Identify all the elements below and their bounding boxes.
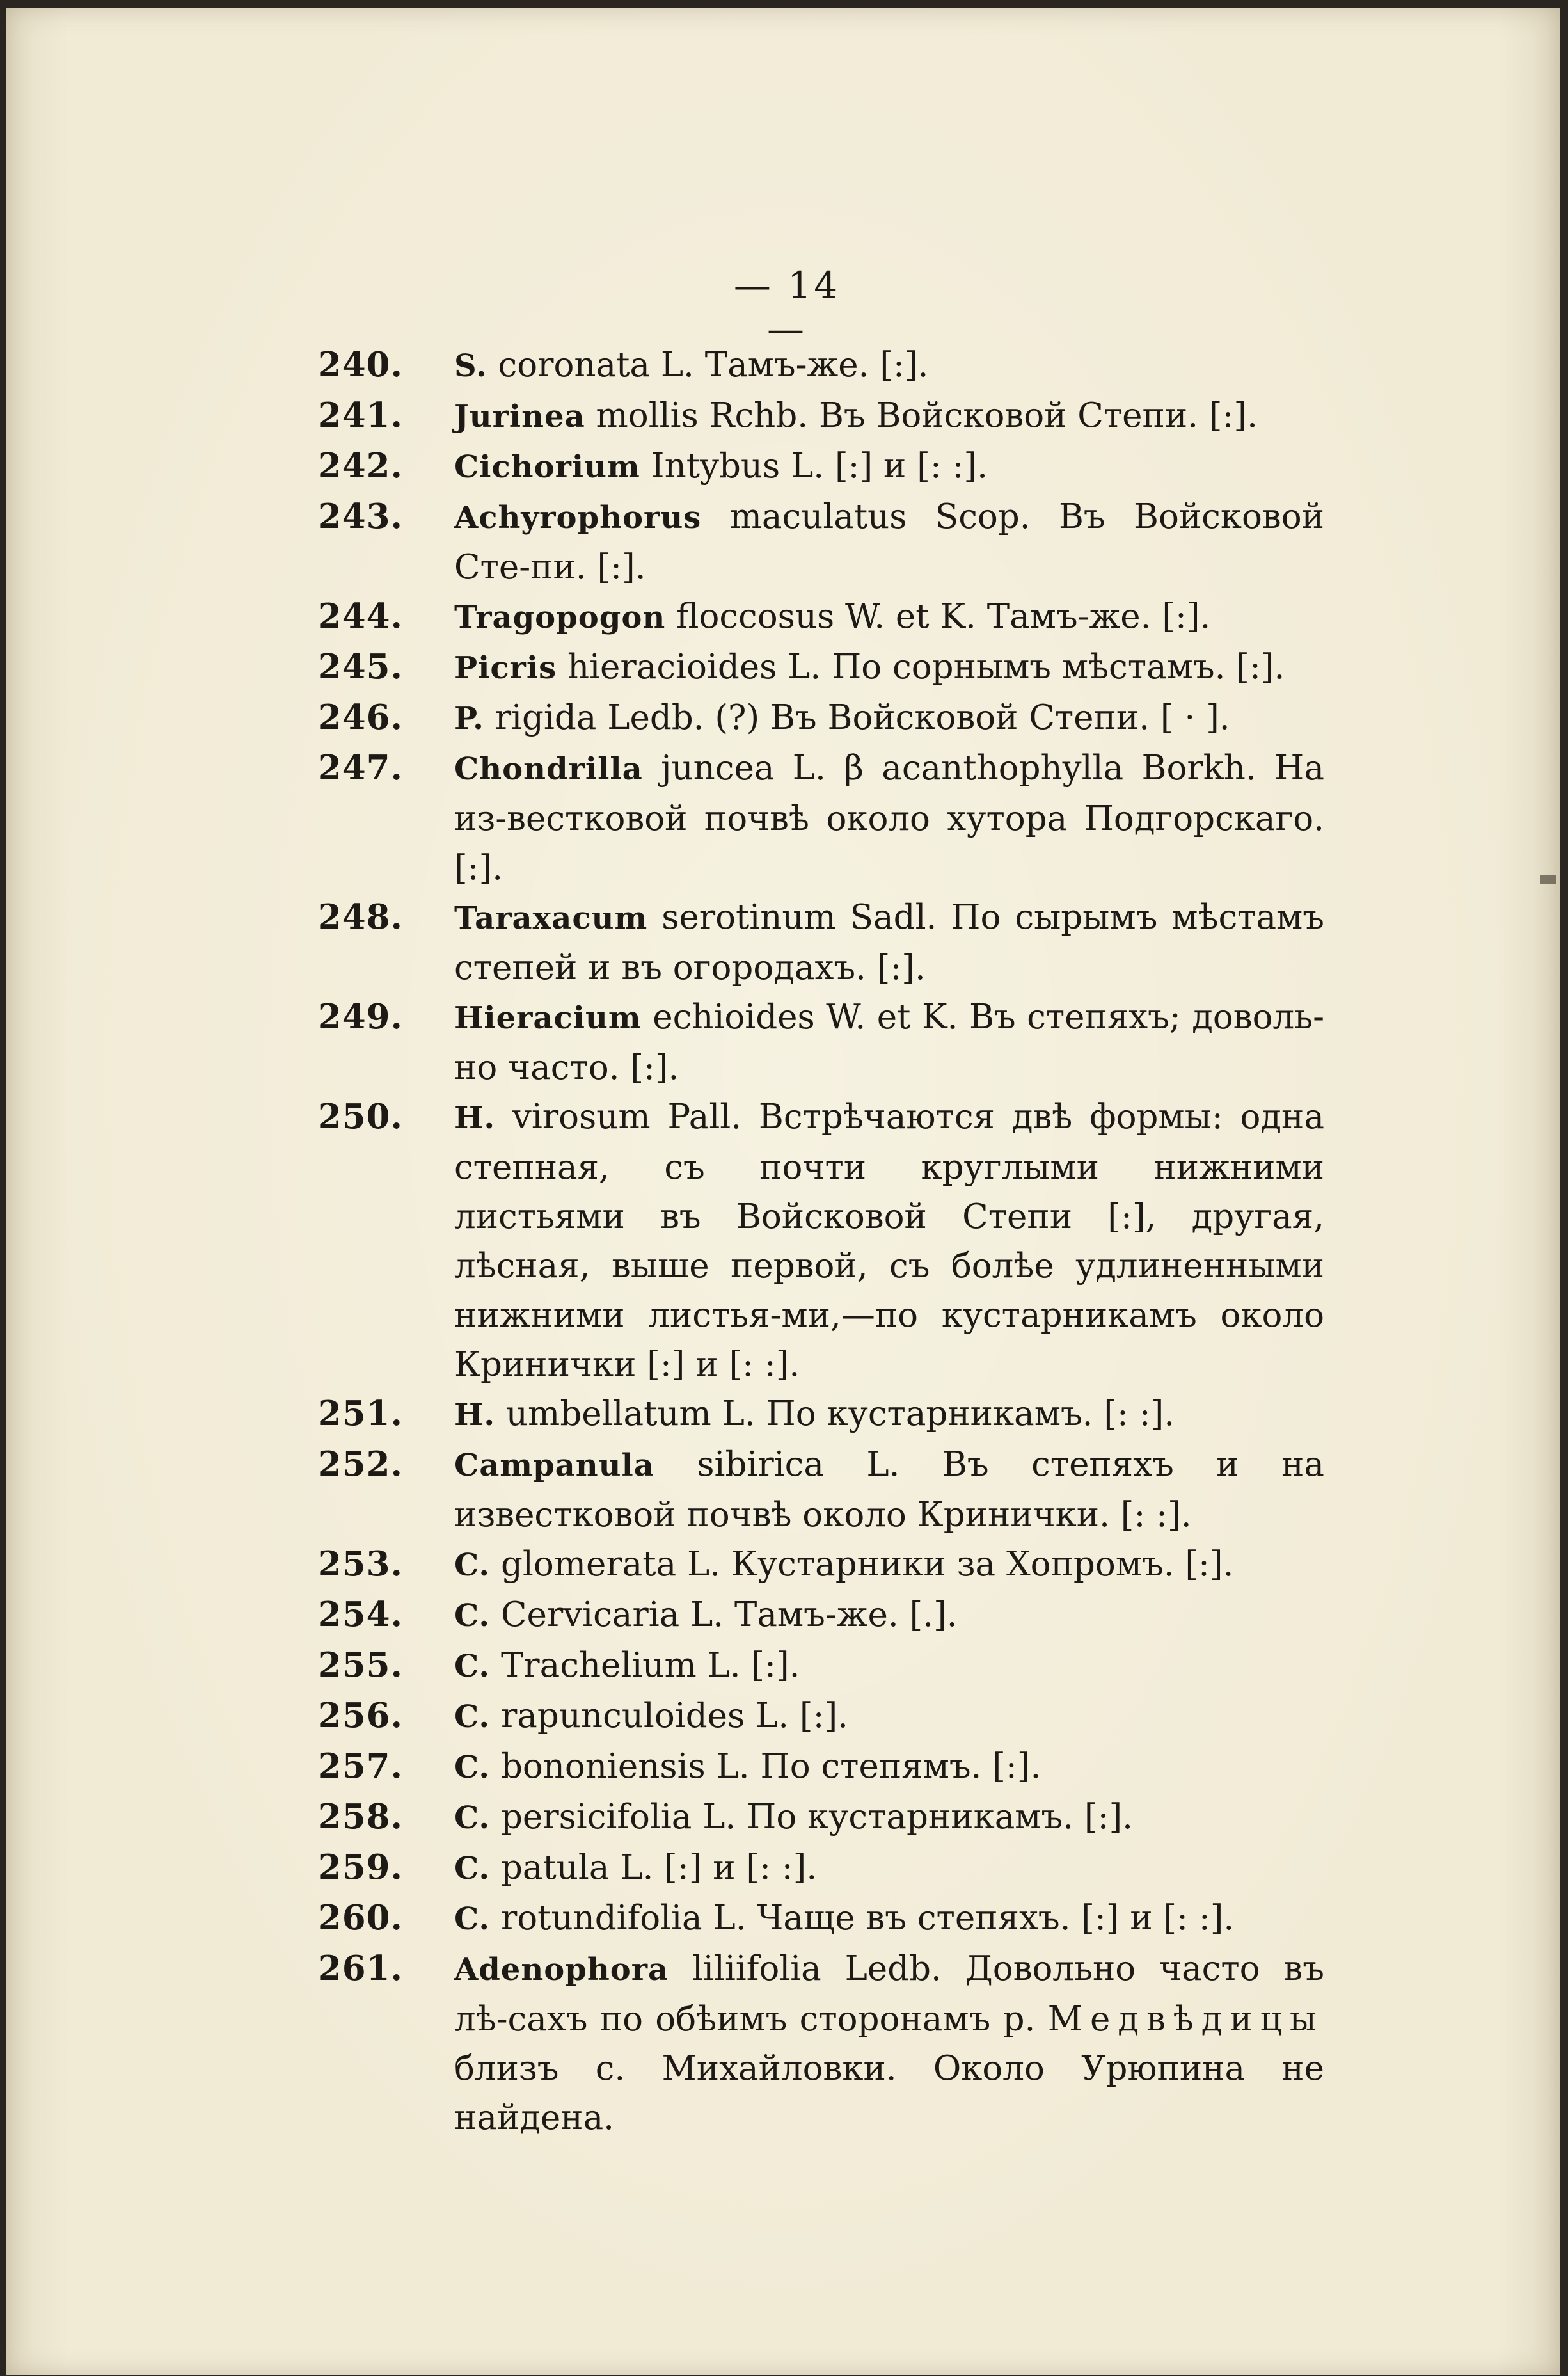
entry-genus: C. (454, 1598, 491, 1634)
entry-genus: Hieracium (454, 1000, 642, 1036)
entry-text: mollis Rchb. Въ Войсковой Степи. [:]. (596, 396, 1258, 435)
list-item (307, 391, 1324, 442)
list-item (307, 492, 1324, 592)
list-item (307, 693, 1324, 744)
entry-text: echioides W. et K. Въ степяхъ; доволь-но часто. [:]. (454, 998, 1324, 1087)
list-item (307, 340, 1324, 391)
entry-genus: H. (454, 1100, 496, 1136)
list-item (307, 1641, 1324, 1691)
entry-number: 255. (317, 1645, 403, 1685)
list-item (307, 642, 1324, 693)
entry-text: juncea L. β acanthophylla Borkh. На из-вестковой почвѣ около хутора Подгорскаго. [:]. (454, 749, 1324, 888)
entry-number: 240. (317, 345, 403, 385)
entry-content (454, 1742, 1324, 1792)
entry-content (454, 693, 1324, 744)
entry-genus: C. (454, 1750, 491, 1785)
entry-content (454, 1691, 1324, 1742)
entry-spaced-text: Медвѣдицы (1047, 2000, 1324, 2039)
entry-text: glomerata L. Кустарники за Хопромъ. [:]. (500, 1545, 1234, 1584)
entry-text: patula L. [:] и [: :]. (500, 1848, 818, 1887)
entry-text: rotundifolia L. Чаще въ степяхъ. [:] и [: :]. (500, 1899, 1235, 1938)
entry-text: hieracioides L. По сорнымъ мѣстамъ. [:]. (567, 648, 1285, 687)
entry-number: 253. (317, 1544, 403, 1584)
entry-genus: Jurinea (454, 399, 585, 435)
entry-genus: Taraxacum (454, 900, 648, 936)
entry-genus: H. (454, 1397, 496, 1433)
entry-number: 246. (317, 698, 403, 737)
list-item (307, 1742, 1324, 1792)
entry-text: Trachelium L. [:]. (500, 1646, 800, 1685)
list-item (307, 1590, 1324, 1641)
entry-content (454, 1590, 1324, 1641)
entry-text: floccosus W. et K. Тамъ-же. [:]. (676, 597, 1211, 636)
entry-list (307, 340, 1324, 2142)
entry-text: persicifolia L. По кустарникамъ. [:]. (500, 1798, 1133, 1837)
entry-content (454, 442, 1324, 492)
entry-content (454, 1843, 1324, 1894)
entry-genus: C. (454, 1648, 491, 1684)
entry-number: 256. (317, 1696, 403, 1735)
entry-content (454, 340, 1324, 391)
entry-content (454, 1944, 1324, 2142)
entry-text: rapunculoides L. [:]. (500, 1696, 848, 1735)
entry-content (454, 492, 1324, 592)
entry-content (454, 744, 1324, 893)
entry-text: coronata L. Тамъ-же. [:]. (498, 346, 929, 385)
entry-text: sibirica L. Въ степяхъ и на известковой почвѣ около Кринички. [: :]. (454, 1445, 1324, 1535)
entry-genus: Adenophora (454, 1952, 669, 1988)
entry-number: 248. (317, 897, 403, 937)
entry-number: 250. (317, 1097, 403, 1136)
list-item (307, 1440, 1324, 1540)
entry-text: serotinum Sadl. По сырымъ мѣстамъ степей и въ огородахъ. [:]. (454, 898, 1324, 987)
list-item (307, 1894, 1324, 1944)
list-item (307, 1540, 1324, 1590)
entry-number: 261. (317, 1949, 403, 1988)
document-page (6, 8, 1560, 2375)
entry-genus: Tragopogon (454, 600, 666, 635)
entry-genus: C. (454, 1800, 491, 1836)
entry-number: 259. (317, 1847, 403, 1887)
list-item (307, 744, 1324, 893)
entry-content (454, 993, 1324, 1092)
entry-genus: C. (454, 1699, 491, 1735)
page-edge-mark (1540, 875, 1556, 884)
entry-text: Intybus L. [:] и [: :]. (651, 447, 988, 486)
entry-text: liliifolia Ledb. Довольно часто въ лѣ-сахъ по обѣимъ сторонамъ р. (454, 1949, 1324, 2039)
entry-content (454, 642, 1324, 693)
entry-text: virosum Pall. Встрѣчаются двѣ формы: одна степная, съ почти круглыми нижними листьями въ Войсковой Степи [:], другая, лѣсная, выше первой, съ болѣе удлиненными нижними листья-ми,—по кустарникамъ около Кринички [:] и [: :]. (454, 1097, 1324, 1384)
list-item (307, 893, 1324, 993)
list-item (307, 1792, 1324, 1843)
entry-text-tail: близъ с. Михайловки. Около Урюпина не найдена. (454, 2049, 1324, 2137)
entry-number: 252. (317, 1444, 403, 1484)
entry-genus: C. (454, 1851, 491, 1886)
entry-genus: Chondrilla (454, 751, 643, 787)
entry-genus: P. (454, 701, 484, 737)
entry-content (454, 893, 1324, 993)
entry-genus: C. (454, 1547, 491, 1583)
list-item (307, 442, 1324, 492)
entry-text: umbellatum L. По кустарникамъ. [: :]. (505, 1394, 1175, 1433)
list-item (307, 1944, 1324, 2142)
entry-number: 258. (317, 1797, 403, 1837)
entry-genus: S. (454, 348, 487, 384)
entry-number: 243. (317, 497, 403, 536)
entry-number: 260. (317, 1898, 403, 1938)
entry-number: 251. (317, 1394, 403, 1433)
entry-content (454, 592, 1324, 642)
entry-genus: Picris (454, 650, 557, 686)
entry-text: bononiensis L. По степямъ. [:]. (500, 1747, 1041, 1786)
list-item (307, 592, 1324, 642)
entry-number: 247. (317, 748, 403, 788)
entry-genus: C. (454, 1901, 491, 1937)
list-item (307, 993, 1324, 1092)
page-number: — 14 — (733, 264, 841, 351)
entry-content (454, 391, 1324, 442)
entry-content (454, 1440, 1324, 1540)
entry-text: maculatus Scop. Въ Войсковой Сте-пи. [:]. (454, 497, 1324, 587)
list-item (307, 1389, 1324, 1440)
entry-genus: Cichorium (454, 449, 640, 485)
entry-number: 254. (317, 1595, 403, 1634)
list-item (307, 1843, 1324, 1894)
entry-content (454, 1641, 1324, 1691)
entry-number: 249. (317, 997, 403, 1037)
entry-number: 257. (317, 1746, 403, 1786)
entry-number: 242. (317, 446, 403, 486)
entry-text: Cervicaria L. Тамъ-же. [.]. (500, 1595, 958, 1634)
entry-number: 245. (317, 647, 403, 687)
entry-content (454, 1092, 1324, 1389)
list-item (307, 1092, 1324, 1389)
entry-number: 244. (317, 596, 403, 636)
entry-content (454, 1389, 1324, 1440)
entry-content (454, 1792, 1324, 1843)
entry-text: rigida Ledb. (?) Въ Войсковой Степи. [ · ]. (495, 698, 1230, 737)
entry-genus: Achyrophorus (454, 500, 702, 536)
entry-content (454, 1894, 1324, 1944)
entry-content (454, 1540, 1324, 1590)
entry-number: 241. (317, 395, 403, 435)
list-item (307, 1691, 1324, 1742)
entry-genus: Campanula (454, 1447, 654, 1483)
